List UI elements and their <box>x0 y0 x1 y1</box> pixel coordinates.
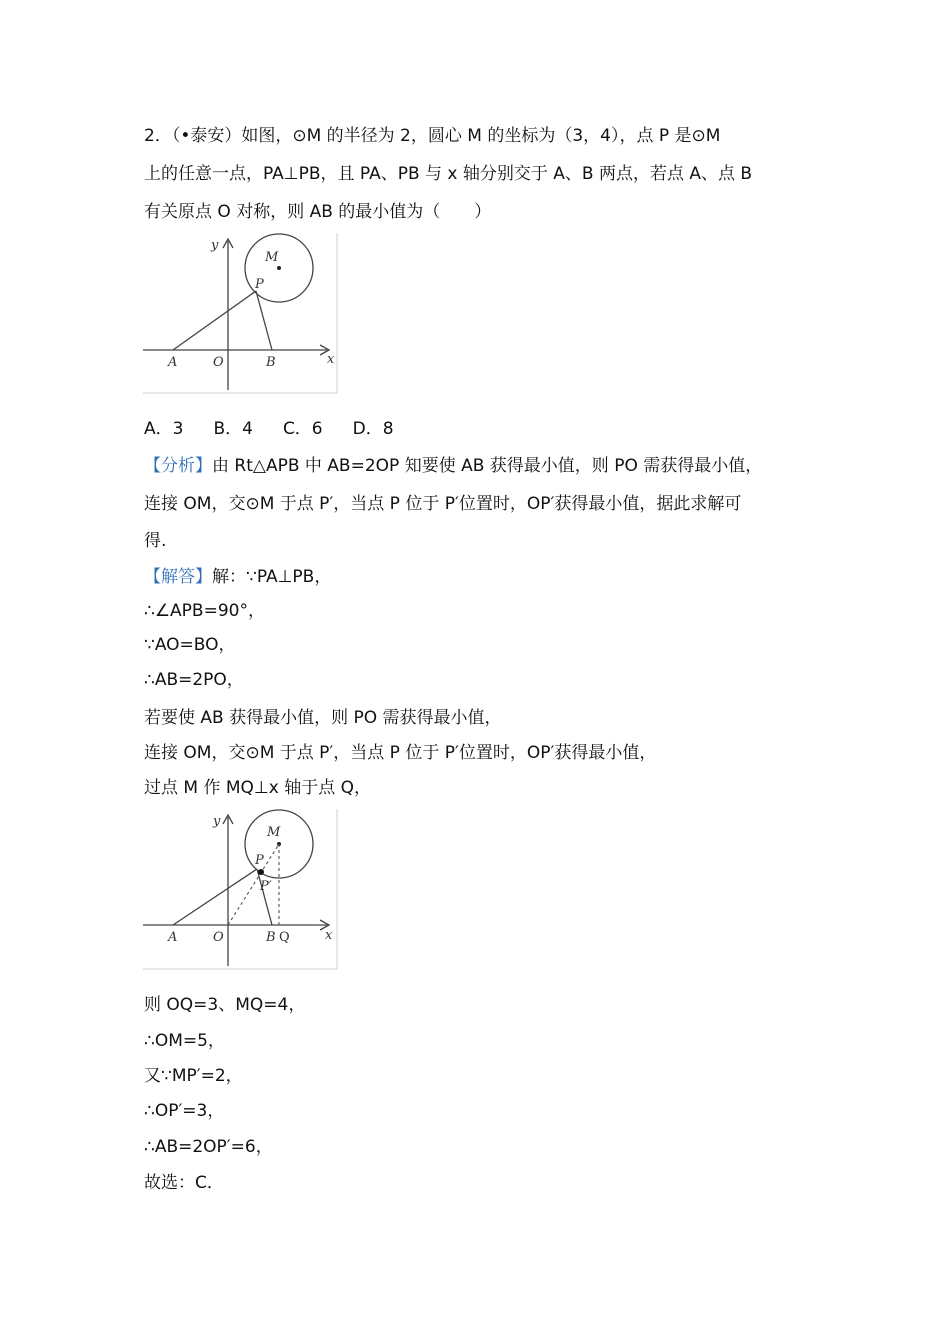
option-d[interactable]: D．8 <box>352 419 394 439</box>
fig2-label-b: B <box>266 930 276 945</box>
figure-2 <box>143 809 339 971</box>
fig1-label-a: A <box>168 355 178 370</box>
analysis-line-1 <box>144 454 762 478</box>
solution-after-5: ∴AB=2OP′=6， <box>144 1137 273 1157</box>
solution-line-1 <box>144 565 331 589</box>
solution-line-5: 若要使 AB 获得最小值，则 PO 需获得最小值， <box>144 708 502 728</box>
question-line-3: 有关原点 O 对称，则 AB 的最小值为（ ） <box>144 202 492 222</box>
fig1-label-b: B <box>266 355 276 370</box>
analysis-line-2: 连接 OM，交⊙M 于点 P′，当点 P 位于 P′位置时，OP′获得最小值，据此求解可 <box>144 494 742 514</box>
option-a[interactable]: A．3 <box>144 419 184 439</box>
solution-after-2: ∴OM=5， <box>144 1031 225 1051</box>
solution-tag: 【解答】 <box>144 567 212 587</box>
fig2-label-p-prime: P′ <box>260 879 272 894</box>
fig2-label-m: M <box>267 825 281 840</box>
fig1-label-o: O <box>213 355 224 370</box>
solution-after-4: ∴OP′=3， <box>144 1101 225 1121</box>
solution-line-3: ∵AO=BO， <box>144 635 236 655</box>
solution-after-3: 又∵MP′=2， <box>144 1066 243 1086</box>
fig2-label-y: y <box>213 814 221 829</box>
question-line-1: 2．（•泰安）如图，⊙M 的半径为 2，圆心 M 的坐标为（3，4），点 P 是⊙M <box>144 126 721 146</box>
fig2-label-o: O <box>213 930 224 945</box>
fig2-label-a: A <box>168 930 178 945</box>
solution-line-7: 过点 M 作 MQ⊥x 轴于点 Q， <box>144 778 371 798</box>
answer-options <box>144 417 424 441</box>
solution-first: 解：∵PA⊥PB， <box>212 567 332 587</box>
fig1-label-y: y <box>211 238 219 253</box>
fig1-label-x: x <box>327 352 335 367</box>
option-c[interactable]: C．6 <box>282 419 323 439</box>
option-b[interactable]: B．4 <box>213 419 253 439</box>
solution-after-6: 故选：C． <box>144 1173 224 1193</box>
analysis-line-3: 得. <box>144 531 167 551</box>
solution-line-6: 连接 OM，交⊙M 于点 P′，当点 P 位于 P′位置时，OP′获得最小值， <box>144 743 657 763</box>
fig1-label-p: P <box>255 277 264 292</box>
solution-after-1: 则 OQ=3、MQ=4， <box>144 995 306 1015</box>
fig1-label-m: M <box>265 250 279 265</box>
question-line-2: 上的任意一点，PA⊥PB，且 PA、PB 与 x 轴分别交于 A、B 两点，若点 A、点 B <box>144 164 753 184</box>
analysis-text-1: 由 Rt△APB 中 AB=2OP 知要使 AB 获得最小值，则 PO 需获得最小值， <box>212 456 763 476</box>
solution-line-2: ∴∠APB=90°， <box>144 601 265 621</box>
solution-line-4: ∴AB=2PO， <box>144 670 244 690</box>
figure-1 <box>143 233 339 395</box>
fig2-label-q: Q <box>279 930 290 945</box>
fig2-label-p: P <box>255 853 264 868</box>
fig2-label-x: x <box>325 928 333 943</box>
analysis-tag: 【分析】 <box>144 456 212 476</box>
